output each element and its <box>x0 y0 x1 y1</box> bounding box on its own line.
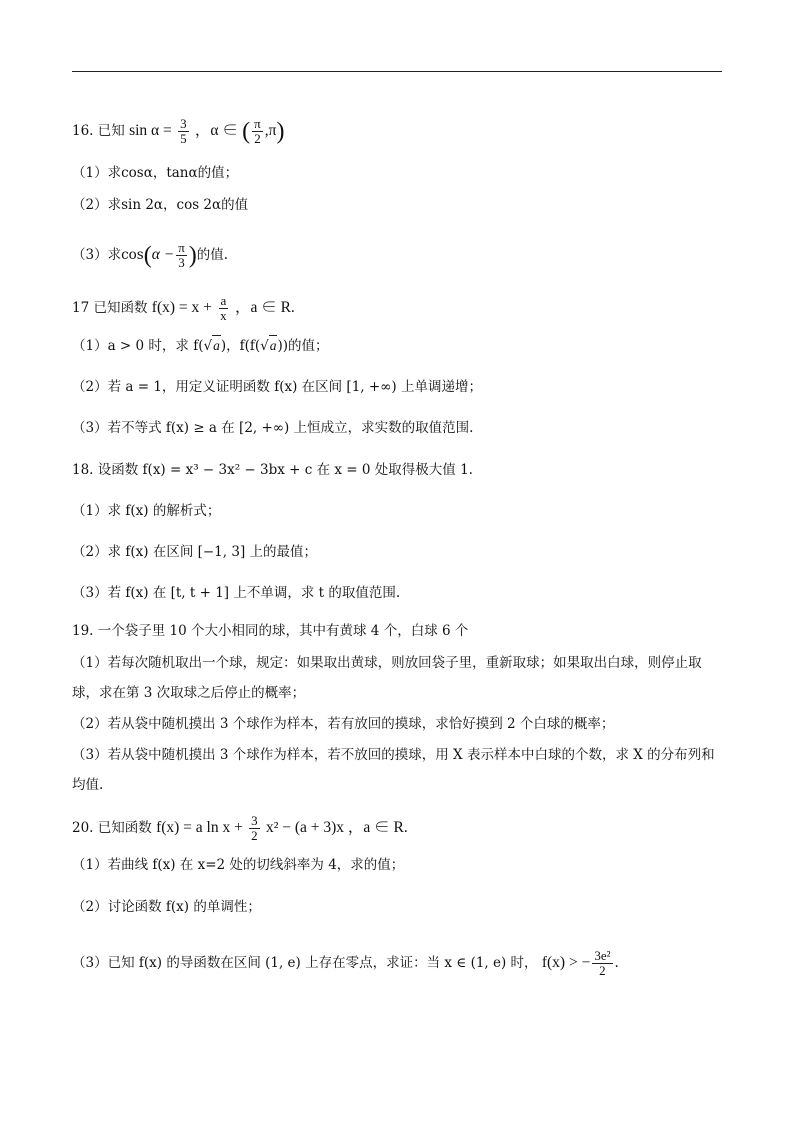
q18-stem: 18. 设函数 f(x) = x³ − 3x² − 3bx + c 在 x = 0 处取得极大值 1. <box>72 462 473 478</box>
q18-part1: （1）求 f(x) 的解析式； <box>72 503 221 519</box>
q17-frac-num: a <box>220 293 227 308</box>
q20-f-expr: f(x) = a ln x + <box>156 819 243 836</box>
q20-p3-den: 2 <box>599 963 606 978</box>
q17-part3: （3）若不等式 f(x) ≥ a 在 [2, +∞) 上恒成立，求实数的取值范围. <box>72 420 474 436</box>
q19-part3: （3）若从袋中随机摸出 3 个球作为样本，若不放回的摸球，用 X 表示样本中白球的个数，求 X 的分布列和均值. <box>72 747 715 793</box>
q16-paren-close: ) <box>276 118 285 145</box>
header-rule <box>72 71 722 72</box>
q17-p1-sqrt2: a <box>269 335 278 356</box>
q17-p1-a: （1）a > 0 时，求 f( <box>72 338 204 354</box>
q17-stem-prefix: 17 已知函数 <box>72 300 148 316</box>
q16-int-num: π <box>254 116 261 131</box>
q17-p1-c: ))的值； <box>277 338 329 354</box>
q17-stem <box>72 294 732 323</box>
q17-fraction <box>218 294 229 323</box>
q16-p3-num: π <box>178 240 185 255</box>
q16-p3-prefix: （3）求cos <box>72 247 144 263</box>
q19-stem: 19. 一个袋子里 10 个大小相同的球，其中有黄球 4 个，白球 6 个 <box>72 623 469 639</box>
q20-p3-frac <box>592 949 612 978</box>
q18-part2: （2）求 f(x) 在区间 [−1, 3] 上的最值； <box>72 544 318 560</box>
q19-part2: （2）若从袋中随机摸出 3 个球作为样本，若有放回的摸球，求恰好摸到 2 个白球的概率； <box>72 716 615 732</box>
q20-p3-end: . <box>614 955 619 971</box>
q19-part1: （1）若每次随机取出一个球，规定：如果取出黄球，则放回袋子里，重新取球；如果取出白球，则停止取球，求在第 3 次取球之后停止的概率； <box>72 655 702 701</box>
q16-fraction <box>178 117 189 146</box>
q16-sin-expr: sin α = <box>129 122 172 139</box>
q16-cond: ，α ∈ <box>194 122 238 139</box>
q16-frac-den: 5 <box>180 131 187 146</box>
q16-p3-frac <box>176 241 187 270</box>
q17-p1-sqrt1: a <box>212 335 221 356</box>
q20-stem-prefix: 20. 已知函数 <box>72 820 152 836</box>
q17-part2: （2）若 a = 1，用定义证明函数 f(x) 在区间 [1, +∞) 上单调递增； <box>72 379 482 395</box>
q16-p3-alpha: α − <box>151 246 175 263</box>
q20-part1: （1）若曲线 f(x) 在 x=2 处的切线斜率为 4，求的值； <box>72 857 405 873</box>
q16-frac-num: 3 <box>180 116 187 131</box>
q20-p3-prefix: （3）已知 f(x) 的导函数在区间 (1, e) 上存在零点，求证：当 x ∈ (1, e) 时， <box>72 955 538 971</box>
q16-interval-frac <box>252 117 263 146</box>
q16-stem <box>72 117 732 146</box>
q16-part1: （1）求cosα，tanα的值； <box>72 165 239 181</box>
q17-cond: ，a ∈ R. <box>234 299 295 316</box>
q16-part2: （2）求sin 2α，cos 2α的值 <box>72 197 249 213</box>
q17-part1: （1）a > 0 时，求 f(√a)，f(f(√a))的值； <box>72 335 732 356</box>
q16-stem-prefix: 16. 已知 <box>72 123 125 139</box>
q20-frac-num: 3 <box>251 813 258 828</box>
q16-p3-paren-open: ( <box>143 242 152 269</box>
q20-frac-den: 2 <box>251 828 258 843</box>
q18-part3: （3）若 f(x) 在 [t, t + 1] 上不单调，求 t 的取值范围. <box>72 585 401 601</box>
q16-part3 <box>72 241 732 270</box>
q20-p3-num: 3e² <box>594 948 611 963</box>
q20-part2: （2）讨论函数 f(x) 的单调性； <box>72 899 261 915</box>
q20-f-rest: x² − (a + 3)x ，a ∈ R. <box>265 819 408 836</box>
q20-stem <box>72 814 732 843</box>
q16-p3-suffix: 的值. <box>196 247 229 263</box>
q16-int-den: 2 <box>254 131 261 146</box>
q16-paren-open: ( <box>242 118 251 145</box>
q20-fraction <box>249 814 260 843</box>
q16-p3-paren-close: ) <box>188 242 197 269</box>
q17-p1-b: )，f(f( <box>220 338 261 354</box>
q16-int-right: ,π <box>264 122 277 139</box>
q16-p3-den: 3 <box>178 255 185 270</box>
q17-frac-den: x <box>220 308 227 323</box>
q17-f-expr: f(x) = x + <box>151 299 212 316</box>
q20-p3-ineq: f(x) > − <box>541 954 591 971</box>
q20-part3 <box>72 949 732 978</box>
